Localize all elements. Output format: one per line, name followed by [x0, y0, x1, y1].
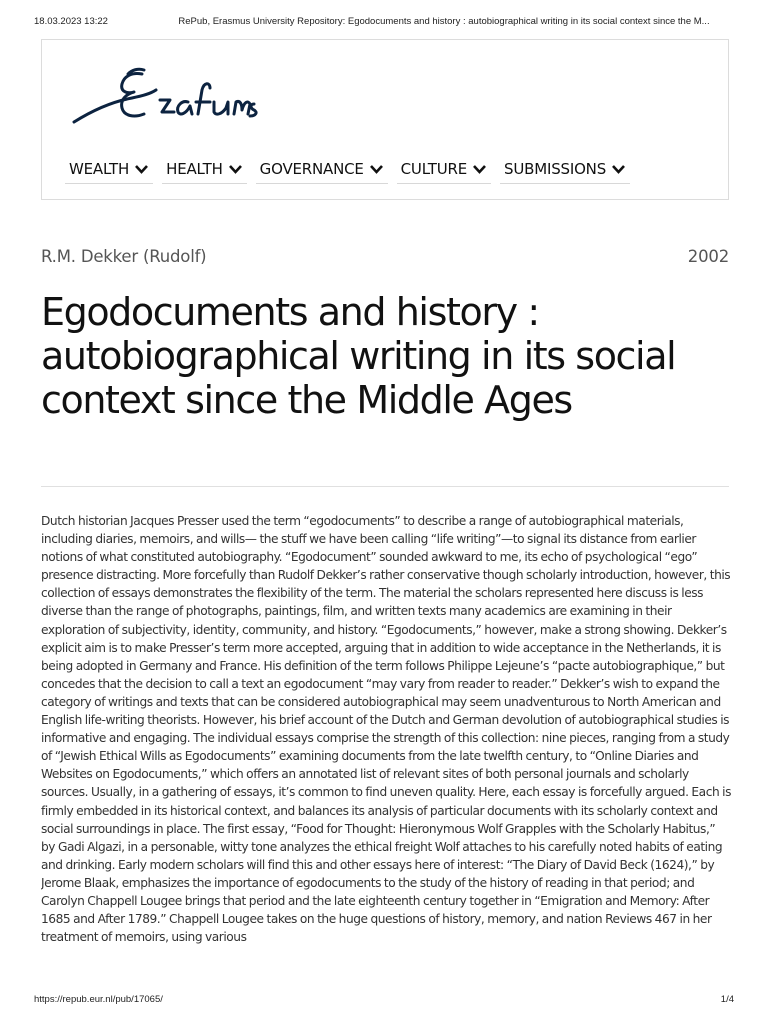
- nav-item-label: SUBMISSIONS: [504, 160, 607, 178]
- chevron-down-icon: [134, 164, 149, 174]
- erasmus-logo[interactable]: [70, 60, 260, 130]
- nav-item-label: CULTURE: [400, 160, 468, 178]
- nav-item-wealth[interactable]: [65, 156, 153, 184]
- abstract-text: Dutch historian Jacques Presser used the term “egodocuments” to describe a range of autobiographical materials, including diaries, memoirs, and wills— the stuff we have been calling “life writing”—to signal its distance from earlier notions of what constituted autobiography. “Egodocument” sounded awkward to me, its echo of psychological “ego” presence distracting. More forcefully than Rudolf Dekker’s rather conservative though scholarly introduction, however, this collection of essays demonstrates the flexibility of the term. The material the scholars represented here discuss is less diverse than the range of photographs, paintings, film, and written texts many academics are examining in their exploration of subjectivity, identity, community, and history. “Egodocuments,” however, make a strong showing. Dekker’s explicit aim is to make Presser’s term more accepted, arguing that in addition to wide acceptance in the Netherlands, it is being adopted in Germany and France. His definition of the term follows Philippe Lejeune’s “pacte autobiographique,” but concedes that the decision to call a text an egodocument “may vary from reader to reader.” Dekker’s wish to expand the category of writings and texts that can be considered autobiographical may seem unadventurous to North American and English life-writing theorists. However, his brief account of the Dutch and German devolution of autobiographical studies is informative and engaging. The individual essays comprise the strength of this collection: nine pieces, ranging from a study of “Jewish Ethical Wills as Egodocuments” examining documents from the late twelfth century, to “Online Diaries and Websites on Egodocuments,” which offers an annotated list of relevant sites of both personal journals and scholarly sources. Usually, in a gathering of essays, it’s common to find uneven quality. Here, each essay is forcefully argued. Each is firmly embedded in its historical context, and balances its analysis of particular documents with its scholarly context and social surroundings in place. The first essay, “Food for Thought: Hieronymous Wolf Grapples with the Scholarly Habitus,” by Gadi Algazi, in a personable, witty tone analyzes the ethical freight Wolf attaches to his carefully noted habits of eating and drinking. Early modern scholars will find this and other essays here of interest: “The Diary of David Beck (1624),” by Jerome Blaak, emphasizes the importance of egodocuments to the study of the history of reading in that period; and Carolyn Chappell Lougee brings that period and the late eighteenth century together in “Emigration and Memory: After 1685 and After 1789.” Chappell Lougee takes on the huge questions of history, memory, and nation Reviews 467 in her treatment of memoirs, using various: [41, 514, 731, 945]
- nav-item-culture[interactable]: [397, 156, 491, 184]
- chevron-down-icon: [472, 164, 487, 174]
- print-page-title: RePub, Erasmus University Repository: Egodocuments and history : autobiographical writing in its social context since the M...: [178, 16, 710, 27]
- print-footer: [34, 994, 734, 1005]
- chevron-down-icon: [369, 164, 384, 174]
- print-url: https://repub.eur.nl/pub/17065/: [34, 994, 163, 1005]
- site-header: [41, 39, 729, 200]
- nav-item-submissions[interactable]: [500, 156, 630, 184]
- print-header: [34, 16, 734, 27]
- nav-item-health[interactable]: [162, 156, 247, 184]
- page-title: Egodocuments and history : autobiographical writing in its social context since the Middle Ages: [41, 290, 676, 422]
- author-link[interactable]: R.M. Dekker (Rudolf): [41, 247, 207, 266]
- main-nav: [65, 156, 630, 184]
- nav-item-label: WEALTH: [69, 160, 130, 178]
- divider: [41, 486, 729, 487]
- nav-item-label: GOVERNANCE: [259, 160, 364, 178]
- article-meta: [41, 247, 729, 266]
- chevron-down-icon: [228, 164, 243, 174]
- chevron-down-icon: [611, 164, 626, 174]
- print-datetime: 18.03.2023 13:22: [34, 16, 108, 27]
- erasmus-logo-icon: [70, 60, 260, 130]
- nav-item-label: HEALTH: [166, 160, 223, 178]
- nav-item-governance[interactable]: [256, 156, 388, 184]
- print-page-number: 1/4: [720, 994, 734, 1005]
- publication-year: 2002: [687, 247, 729, 266]
